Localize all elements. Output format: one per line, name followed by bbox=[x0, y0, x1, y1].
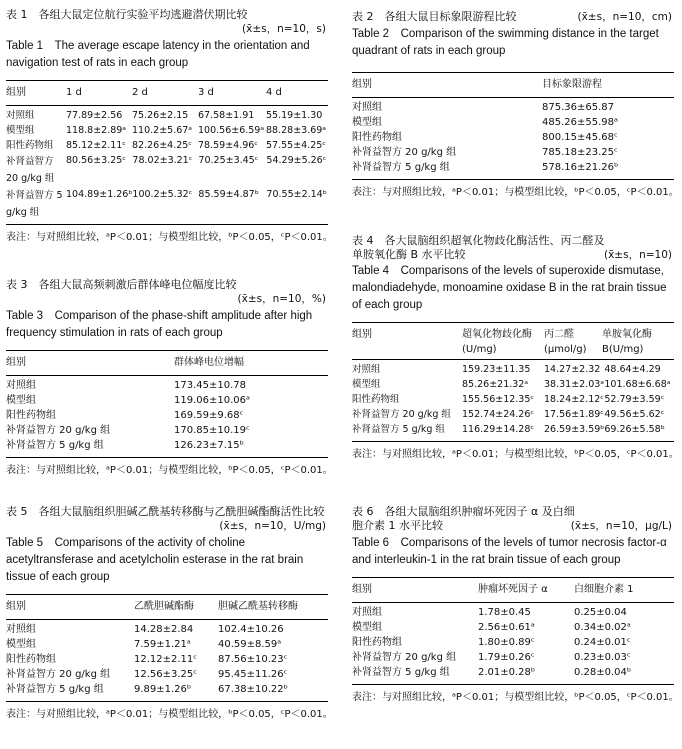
cell: 1.78±0.45 bbox=[478, 607, 531, 618]
table-5-en-title: Table 5 Comparisons of the activity of choline acetyltransferase and acetylcholin esterase in the rat brain tissue of each group bbox=[6, 537, 304, 583]
table-1-cn-title: 表 1 各组大鼠定位航行实验平均逃避潜伏期比较 bbox=[6, 8, 248, 21]
table-row bbox=[6, 187, 328, 221]
header-cell: 组别 bbox=[352, 584, 372, 595]
cell: 2.56±0.61ᵃ bbox=[478, 622, 535, 633]
cell: 85.26±21.32ᵃ bbox=[462, 379, 529, 390]
table-row bbox=[352, 392, 674, 407]
cell: 38.31±2.03ᵃ bbox=[544, 379, 605, 390]
cell: 67.38±10.22ᵇ bbox=[218, 684, 288, 695]
header-cell: 1 d bbox=[66, 87, 82, 98]
cell: 模型组 bbox=[6, 125, 35, 136]
cell: 785.18±23.25ᶜ bbox=[542, 147, 618, 158]
cell: 补肾益智方 5 g/kg 组 bbox=[6, 190, 63, 218]
cell: 75.26±2.15 bbox=[132, 110, 189, 121]
cell: 152.74±24.26ᶜ bbox=[462, 409, 534, 420]
cell: 14.27±2.32 bbox=[544, 364, 601, 375]
cell: 2.01±0.28ᵇ bbox=[478, 667, 536, 678]
cell: 100.2±5.32ᶜ bbox=[132, 189, 193, 200]
table-5-note: 表注：与对照组比较，ᵃP＜0.01；与模型组比较，ᵇP＜0.05，ᶜP＜0.01。 bbox=[6, 709, 333, 720]
table-row bbox=[6, 138, 328, 153]
table-2-en-title: Table 2 Comparison of the swimming distance in the target quadrant of rats in each group bbox=[352, 28, 659, 57]
table-1-grid bbox=[6, 85, 328, 105]
cell: 1.80±0.89ᶜ bbox=[478, 637, 535, 648]
cell: 118.8±2.89ᵃ bbox=[66, 125, 127, 136]
table-2 bbox=[352, 8, 679, 200]
cell: 95.45±11.26ᶜ bbox=[218, 669, 288, 680]
cell: 对照组 bbox=[352, 607, 382, 618]
table-1-en-title: Table 1 The average escape latency in the orientation and navigation test of rats in each group bbox=[6, 40, 310, 69]
cell: 54.29±5.26ᶜ bbox=[266, 155, 327, 166]
table-row bbox=[352, 145, 674, 160]
cell: 12.12±2.11ᶜ bbox=[134, 654, 197, 665]
header-cell: 群体峰电位增幅 bbox=[174, 357, 244, 368]
cell: 155.56±12.35ᶜ bbox=[462, 394, 534, 405]
cell: 78.59±4.96ᶜ bbox=[198, 140, 258, 151]
cell: 49.56±5.62ᶜ bbox=[604, 409, 665, 420]
cell: 补肾益智方 5 g/kg 组 bbox=[352, 667, 450, 678]
header-cell: 组别 bbox=[6, 87, 26, 98]
cell: 0.25±0.04 bbox=[574, 607, 627, 618]
table-2-stat: (x̄±s，n=10，cm) bbox=[577, 11, 672, 23]
cell: 52.79±3.59ᶜ bbox=[604, 394, 665, 405]
table-5-body bbox=[6, 622, 328, 697]
header-cell: 3 d bbox=[198, 87, 214, 98]
cell: 18.24±2.12ᶜ bbox=[544, 394, 604, 405]
cell: 116.29±14.28ᶜ bbox=[462, 424, 534, 435]
header-cell: 乙酰胆碱酯酶 bbox=[134, 601, 194, 612]
cell: 87.56±10.23ᶜ bbox=[218, 654, 288, 665]
table-6-cn-title: 表 6 各组大鼠脑组织肿瘤坏死因子 α 及白细胞介素 1 水平比较 bbox=[352, 505, 575, 532]
cell: 17.56±1.89ᶜ bbox=[544, 409, 604, 420]
cell: 7.59±1.21ᵃ bbox=[134, 639, 191, 650]
cell: 48.64±4.29 bbox=[604, 364, 661, 375]
cell: 模型组 bbox=[352, 117, 382, 128]
cell: 阳性药物组 bbox=[6, 410, 56, 421]
table-2-body bbox=[352, 100, 674, 175]
table-row bbox=[6, 408, 328, 423]
header-cell: 肿瘤坏死因子 α bbox=[478, 584, 548, 595]
cell: 119.06±10.06ᵃ bbox=[174, 395, 250, 406]
cell: 800.15±45.68ᶜ bbox=[542, 132, 618, 143]
cell: 补肾益智方 5 g/kg 组 bbox=[352, 162, 450, 173]
table-1-note: 表注：与对照组比较，ᵃP＜0.01；与模型组比较，ᵇP＜0.05，ᶜP＜0.01。 bbox=[6, 232, 333, 243]
table-row bbox=[352, 100, 674, 115]
cell: 补肾益智方 20 g/kg 组 bbox=[6, 425, 111, 436]
table-4-stat: (x̄±s，n=10) bbox=[604, 249, 672, 261]
table-5 bbox=[6, 505, 333, 722]
cell: 0.24±0.01ᶜ bbox=[574, 637, 631, 648]
cell: 对照组 bbox=[352, 102, 382, 113]
table-6-grid bbox=[352, 582, 674, 602]
table-row bbox=[352, 665, 674, 680]
cell: 70.25±3.45ᶜ bbox=[198, 155, 259, 166]
cell: 阳性药物组 bbox=[6, 654, 56, 665]
cell: 模型组 bbox=[6, 395, 36, 406]
cell: 26.59±3.59ᵇ bbox=[544, 424, 605, 435]
table-3-en-title: Table 3 Comparison of the phase-shift amplitude after high frequency stimulation in rats of each group bbox=[6, 310, 313, 339]
cell: 173.45±10.78 bbox=[174, 380, 246, 391]
table-4-note: 表注：与对照组比较，ᵃP＜0.01；与模型组比较，ᵇP＜0.05，ᶜP＜0.01。 bbox=[352, 449, 679, 460]
table-row bbox=[352, 130, 674, 145]
table-row bbox=[6, 378, 328, 393]
cell: 88.28±3.69ᵃ bbox=[266, 125, 327, 136]
cell: 0.28±0.04ᵇ bbox=[574, 667, 632, 678]
table-row bbox=[352, 407, 674, 422]
table-6-note: 表注：与对照组比较，ᵃP＜0.01；与模型组比较，ᵇP＜0.05，ᶜP＜0.01。 bbox=[352, 692, 679, 703]
table-2-note: 表注：与对照组比较，ᵃP＜0.01；与模型组比较，ᵇP＜0.05，ᶜP＜0.01。 bbox=[352, 187, 679, 198]
table-header-row bbox=[352, 77, 674, 97]
table-3-cn-title: 表 3 各组大鼠高频刺激后群体峰电位幅度比较 bbox=[6, 278, 237, 291]
cell: 82.26±4.25ᶜ bbox=[132, 140, 192, 151]
header-cell: 2 d bbox=[132, 87, 148, 98]
header-cell: 目标象限游程 bbox=[542, 79, 602, 90]
table-1 bbox=[6, 8, 333, 245]
table-row bbox=[6, 652, 328, 667]
cell: 40.59±8.59ᵃ bbox=[218, 639, 282, 650]
table-row bbox=[352, 377, 674, 392]
table-row bbox=[6, 153, 328, 187]
table-header-row bbox=[6, 599, 328, 619]
table-4-cn-title: 表 4 各大鼠脑组织超氧化物歧化酶活性、丙二醛及单胺氧化酶 B 水平比较 bbox=[352, 234, 605, 261]
cell: 补肾益智方 20 g/kg 组 bbox=[6, 156, 55, 184]
table-5-grid bbox=[6, 599, 328, 619]
cell: 110.2±5.67ᵃ bbox=[132, 125, 193, 136]
table-row bbox=[352, 605, 674, 620]
cell: 0.23±0.03ᶜ bbox=[574, 652, 631, 663]
cell: 补肾益智方 20 g/kg 组 bbox=[352, 652, 457, 663]
cell: 阳性药物组 bbox=[6, 140, 54, 151]
table-row bbox=[352, 115, 674, 130]
cell: 104.89±1.26ᵇ bbox=[66, 189, 133, 200]
header-cell: 丙二醛 (μmol/g) bbox=[544, 329, 587, 355]
header-cell: 组别 bbox=[352, 79, 372, 90]
header-cell: 超氧化物歧化酶 (U/mg) bbox=[462, 329, 532, 355]
cell: 101.68±6.68ᵃ bbox=[604, 379, 671, 390]
header-cell: 白细胞介素 1 bbox=[574, 584, 634, 595]
table-row bbox=[6, 123, 328, 138]
table-6 bbox=[352, 505, 679, 705]
table-2-cn-title: 表 2 各组大鼠目标象限游程比较 bbox=[352, 10, 517, 23]
cell: 170.85±10.19ᶜ bbox=[174, 425, 250, 436]
table-3-note: 表注：与对照组比较，ᵃP＜0.01；与模型组比较，ᵇP＜0.05，ᶜP＜0.01。 bbox=[6, 465, 333, 476]
cell: 578.16±21.26ᵇ bbox=[542, 162, 619, 173]
table-row bbox=[6, 438, 328, 453]
table-3-body bbox=[6, 378, 328, 453]
cell: 补肾益智方 5 g/kg 组 bbox=[6, 684, 104, 695]
table-6-en-title: Table 6 Comparisons of the levels of tumor necrosis factor-α and interleukin-1 in the rat brain tissue of each group bbox=[352, 537, 667, 566]
cell: 159.23±11.35 bbox=[462, 364, 531, 375]
cell: 85.59±4.87ᵇ bbox=[198, 189, 259, 200]
table-row bbox=[352, 362, 674, 377]
table-3 bbox=[6, 278, 333, 478]
table-5-cn-title: 表 5 各组大鼠脑组织胆碱乙酰基转移酶与乙酰胆碱酯酶活性比较 bbox=[6, 505, 325, 518]
cell: 对照组 bbox=[6, 624, 36, 635]
cell: 55.19±1.30 bbox=[266, 110, 323, 121]
cell: 补肾益智方 5 g/kg 组 bbox=[6, 440, 104, 451]
cell: 对照组 bbox=[6, 110, 35, 121]
cell: 67.58±1.91 bbox=[198, 110, 255, 121]
cell: 阳性药物组 bbox=[352, 394, 400, 405]
cell: 14.28±2.84 bbox=[134, 624, 194, 635]
cell: 875.36±65.87 bbox=[542, 102, 614, 113]
cell: 1.79±0.26ᶜ bbox=[478, 652, 535, 663]
cell: 模型组 bbox=[352, 622, 382, 633]
table-header-row bbox=[6, 85, 328, 105]
cell: 补肾益智方 20 g/kg 组 bbox=[352, 409, 451, 420]
cell: 模型组 bbox=[352, 379, 381, 390]
header-cell: 组别 bbox=[352, 329, 372, 340]
table-4-body bbox=[352, 362, 674, 437]
cell: 9.89±1.26ᵇ bbox=[134, 684, 192, 695]
table-row bbox=[352, 620, 674, 635]
table-row bbox=[352, 422, 674, 437]
table-row bbox=[6, 393, 328, 408]
table-header-row bbox=[6, 355, 328, 375]
table-header-row bbox=[352, 327, 674, 357]
cell: 对照组 bbox=[352, 364, 381, 375]
cell: 485.26±55.98ᵃ bbox=[542, 117, 618, 128]
table-1-body-wrap bbox=[6, 153, 328, 221]
cell: 阳性药物组 bbox=[352, 132, 402, 143]
table-6-body bbox=[352, 605, 674, 680]
cell: 补肾益智方 5 g/kg 组 bbox=[352, 424, 445, 435]
cell: 0.34±0.02ᵃ bbox=[574, 622, 631, 633]
table-1-body bbox=[6, 108, 328, 153]
cell: 70.55±2.14ᵇ bbox=[266, 189, 327, 200]
header-cell: 组别 bbox=[6, 357, 26, 368]
table-5-stat: (x̄±s，n=10，U/mg) bbox=[219, 520, 326, 532]
table-row bbox=[6, 423, 328, 438]
cell: 77.89±2.56 bbox=[66, 110, 123, 121]
cell: 对照组 bbox=[6, 380, 36, 391]
cell: 69.26±5.58ᵇ bbox=[604, 424, 665, 435]
cell: 126.23±7.15ᵇ bbox=[174, 440, 244, 451]
table-row bbox=[352, 650, 674, 665]
cell: 100.56±6.59ᵃ bbox=[198, 125, 265, 136]
table-3-stat: (x̄±s，n=10，%) bbox=[237, 293, 326, 305]
table-4-en-title: Table 4 Comparisons of the levels of superoxide dismutase, malondiadehyde, monoamine oxidase B in the rat brain tissue of each group bbox=[352, 265, 667, 311]
cell: 85.12±2.11ᶜ bbox=[66, 140, 126, 151]
table-row bbox=[6, 682, 328, 697]
cell: 模型组 bbox=[6, 639, 36, 650]
table-2-grid bbox=[352, 77, 674, 97]
cell: 补肾益智方 20 g/kg 组 bbox=[6, 669, 111, 680]
table-4 bbox=[352, 234, 679, 462]
header-cell: 胆碱乙酰基转移酶 bbox=[218, 601, 298, 612]
cell: 补肾益智方 20 g/kg 组 bbox=[352, 147, 457, 158]
table-1-stat: (x̄±s，n=10，s) bbox=[242, 23, 326, 35]
cell: 78.02±3.21ᶜ bbox=[132, 155, 193, 166]
table-row bbox=[6, 637, 328, 652]
cell: 57.55±4.25ᶜ bbox=[266, 140, 326, 151]
cell: 169.59±9.68ᶜ bbox=[174, 410, 244, 421]
cell: 12.56±3.25ᶜ bbox=[134, 669, 197, 680]
table-4-grid bbox=[352, 327, 674, 357]
table-row bbox=[352, 160, 674, 175]
cell: 102.4±10.26 bbox=[218, 624, 284, 635]
cell: 阳性药物组 bbox=[352, 637, 402, 648]
cell: 80.56±3.25ᶜ bbox=[66, 155, 126, 166]
header-cell: 组别 bbox=[6, 601, 26, 612]
table-row bbox=[6, 622, 328, 637]
table-row bbox=[6, 108, 328, 123]
table-row bbox=[352, 635, 674, 650]
table-3-grid bbox=[6, 355, 328, 375]
header-cell: 4 d bbox=[266, 87, 282, 98]
table-6-stat: (x̄±s，n=10，μg/L) bbox=[570, 520, 672, 532]
table-header-row bbox=[352, 582, 674, 602]
header-cell: 单胺氧化酶 B(U/mg) bbox=[602, 329, 652, 355]
table-row bbox=[6, 667, 328, 682]
